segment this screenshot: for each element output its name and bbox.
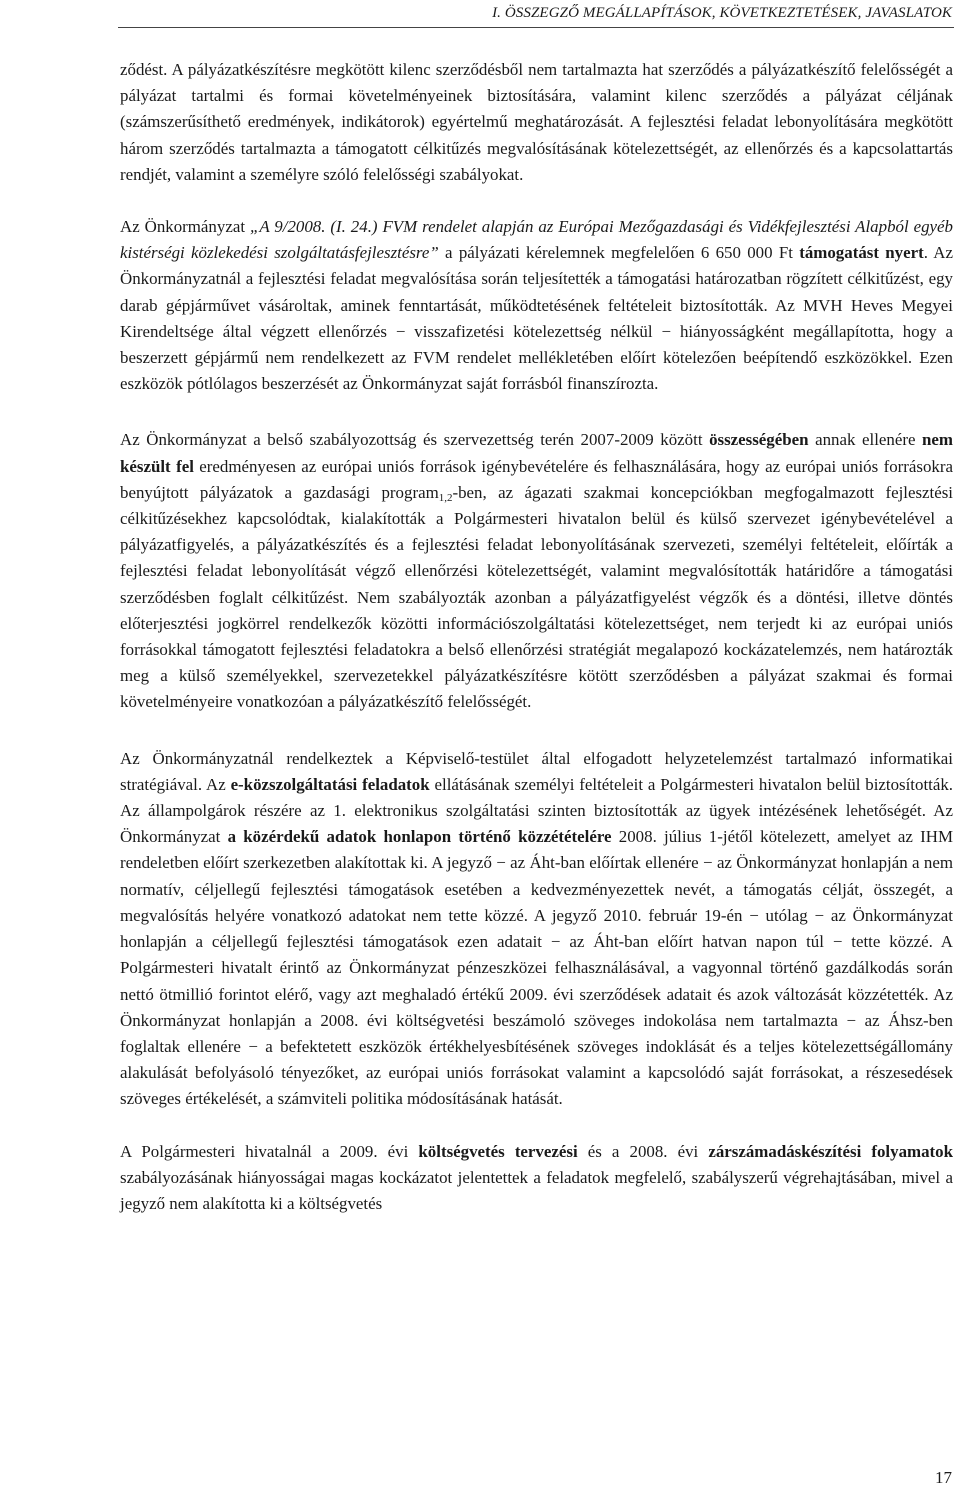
bold-not-prepared: nem készült fel (120, 430, 953, 476)
paragraph-budget: A Polgármesteri hivatalnál a 2009. évi költségvetés tervezési és a 2008. évi zárszámadáskészítési folyamatok szabályozásának hiányosságai magas kockázatot jelentettek a feladatok megfelelő, szabályszerű végrehajtásában, mivel a jegyző nem alakította ki a költségvetés (120, 1141, 953, 1213)
paragraph-internal-regulation: Az Önkormányzat a belső szabályozottság és szervezettség terén 2007-2009 között összességében annak ellenére nem készült fel eredményesen az európai uniós források igénybevételére és felhasználására, hogy az európai uniós forrásokra benyújtott pályázatok a gazdasági program$_{1,2}$-ben, az ágazati szakmai koncepciókban megfogalmazott fejlesztési célkitűzésekhez kapcsolódtak, kialakították a Polgármesteri hivatalon belül és külső szervezet igénybevételével a pályázatfigyelés, a pályázatkészítés és a fejlesztési feladat lebonyolításának szervezeti, személyi feltételeit, előírták a fejlesztési feladat lebonyolítását végző ellenőrzési kötelezettségét, valamint megvalósították határidőre a támogatási szerződésben foglalt célkitűzést. Nem szabályozták azonban a pályázatfigyelést végzők és a döntési, illetve döntés előterjesztési jogkörrel rendelkezők közötti információszolgáltatási kötelezettséget, nem terjedt ki az európai uniós forrásokkal támogatott fejlesztési feladatokra a belső ellenőrzési stratégiát megalapozó kockázatelemzés, nem határozták meg a külső személyekkel, szervezetekkel pályázatkészítésre kötött szerződésben a pályázat szakmai és formai követelményeire vonatkozóan a pályázatkészítő felelősségét. (120, 430, 953, 712)
page-header (0, 0, 960, 30)
italic-regulation-title: „A 9/2008. (I. 24.) FVM rendelet alapján az Európai Mezőgazdasági és Vidékfejlesztési Alapból egyéb kistérségi közlekedési szolgáltatásfejlesztésre” (120, 217, 953, 263)
bold-budget-planning: költségvetés tervezési (418, 1141, 578, 1161)
bold-grant-won: támogatást nyert (799, 243, 924, 263)
bold-closing-accounts: zárszámadáskészítési folyamatok (708, 1141, 953, 1161)
subscript-ref: 1,2 (438, 491, 453, 504)
paragraph-fvm-grant: Az Önkormányzat „A 9/2008. (I. 24.) FVM rendelet alapján az Európai Mezőgazdasági és Vidékfejlesztési Alapból egyéb kistérségi közlekedési szolgáltatásfejlesztésre” a pályázati kérelemnek megfelelően 6 650 000 Ft támogatást nyert. Az Önkormányzatnál a fejlesztési feladat megvalósítása során teljesítették a támogatási határozatban rögzített célkitűzést, egy darab gépjárművet vásároltak, aminek fenntartását, működtetésének feltételeit biztosították. Az MVH Heves Megyei Kirendeltsége által végzett ellenőrzés − visszafizetési kötelezettség nélkül − hiányosságként megállapította, hogy a beszerzett gépjármű nem rendelkezett az FVM rendelet mellékletében előírt kötelezően beépítendő eszközökkel. Ezen eszközök pótlólagos beszerzését az Önkormányzat saját forrásból finanszírozta. (120, 217, 953, 394)
header-divider (118, 27, 954, 28)
page-number: 17 (935, 1468, 952, 1487)
paragraph-contracts: ződést. A pályázatkészítésre megkötött kilenc szerződésből nem tartalmazta hat szerződés a pályázatkészítő felelősségét a pályázat tartalmi és formai követelményeinek biztosítására, valamint kilenc szerződés a pályázat céljának (számszerűsíthető eredmények, indikátorok) egyértelmű meghatározását. A fejlesztési feladat lebonyolítására megkötött három szerződés tartalmazta a támogatott célkitűzés megvalósításának kötelezettségét, az ellenőrzés és a kapcsolattartás rendjét, valamint a személyre szóló felelősségi szabályokat. (120, 60, 953, 184)
chapter-title: I. ÖSSZEGZŐ MEGÁLLAPÍTÁSOK, KÖVETKEZTETÉSEK, JAVASLATOK (492, 5, 952, 21)
bold-e-services: e-közszolgáltatási feladatok (230, 774, 430, 794)
document-body (120, 57, 953, 1217)
bold-overall: összességében (709, 430, 809, 450)
bold-public-data: a közérdekű adatok honlapon történő közzétételére (227, 827, 612, 847)
paragraph-e-services: Az Önkormányzatnál rendelkeztek a Képviselő-testület által elfogadott helyzetelemzést tartalmazó informatikai stratégiával. Az e-közszolgáltatási feladatok ellátásának személyi feltételeit a Polgármesteri hivatalon belül biztosították. Az állampolgárok részére az 1. elektronikus szolgáltatási szinten biztosították az ügyek intézésének lehetőségét. Az Önkormányzat a közérdekű adatok honlapon történő közzétételére 2008. július 1-jétől kötelezett, amelyet az IHM rendeletben előírt szerkezetben alakítottak ki. A jegyző − az Áht-ban előírtak ellenére − az Önkormányzat honlapján a nem normatív, céljellegű fejlesztési támogatások esetében a kedvezményezettek nevét, a támogatás célját, összegét, a megvalósítás helyére vonatkozó adatokat nem tette közzé. A jegyző 2010. február 19-én − utólag − az Önkormányzat honlapján a céljellegű fejlesztési támogatások ezen adatait − az Áht-ban előírt hatvan napon túl − tette közzé. A Polgármesteri hivatalt érintő az Önkormányzat pénzeszközei felhasználásával, a vagyonnal történő gazdálkodás során nettó ötmillió forintot elérő, vagy azt meghaladó értékű 2009. évi szerződések adatait és azok változását közzétették. Az Önkormányzat honlapján a 2008. évi költségvetési beszámoló szöveges indokolása nem tartalmazta − az Áhsz-ben foglaltak ellenére − a befektetett eszközök értékhelyesbítésének szöveges indoklását és a teljes kötelezettségállomány alakulását befolyásoló tényezőket, az európai uniós forrásokat valamint a kapcsolódó saját forrásokat, a részesedések szöveges értékelését, a számviteli politika módosításának hatását. (120, 748, 953, 1109)
